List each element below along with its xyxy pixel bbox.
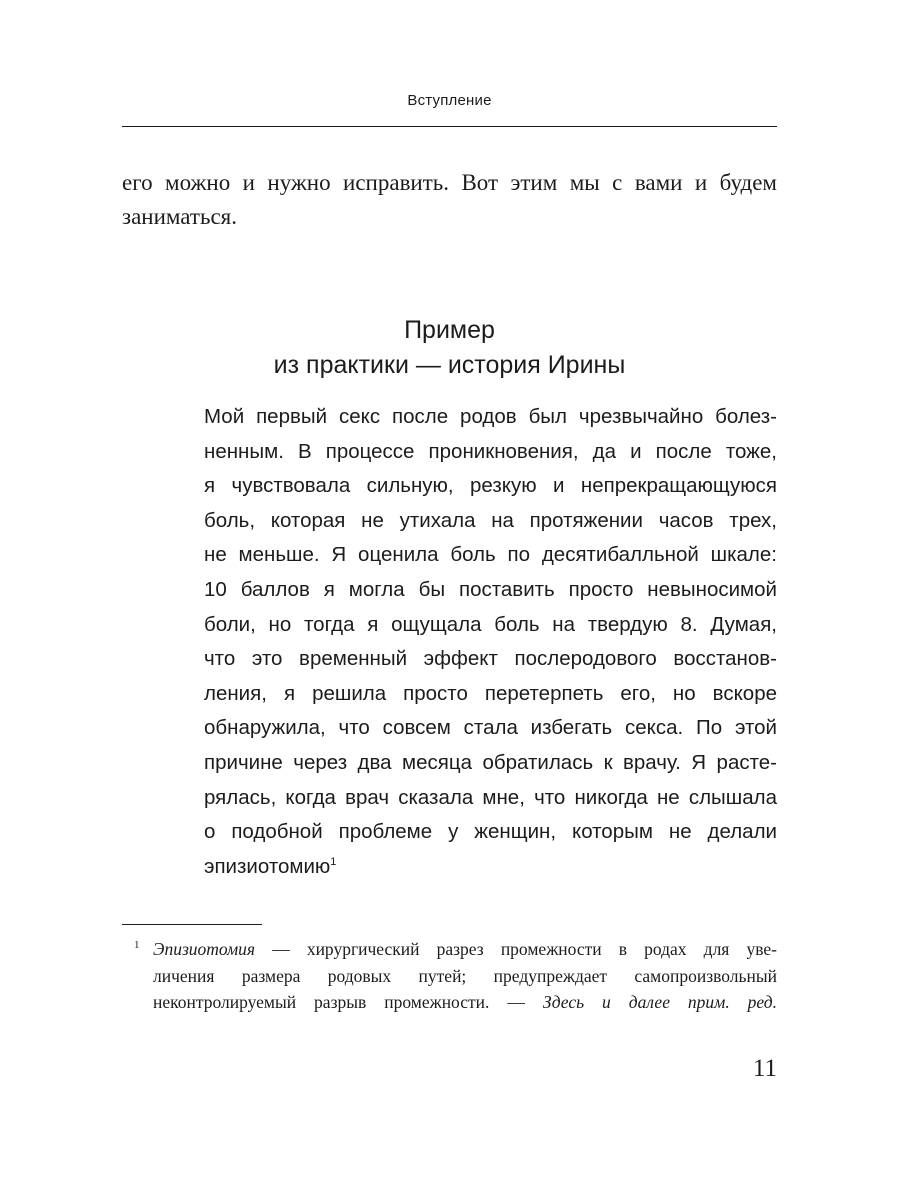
body-line: его можно и нужно исправить. Вот этим мы с вами и будем xyxy=(122,170,777,195)
footnote-editor-note: Здесь и далее прим. ред. xyxy=(542,992,777,1012)
footnote-line-3-text: неконтролируемый разрыв промежности. — xyxy=(153,992,543,1012)
footnote-reference[interactable]: 1 xyxy=(330,855,337,868)
case-last-line xyxy=(204,850,777,885)
footnote-line xyxy=(122,936,777,963)
body-paragraph xyxy=(122,166,777,234)
footnote-marker: 1 xyxy=(134,939,140,951)
case-line: что это временный эффект послеродового восстанов- xyxy=(204,647,777,671)
footnote-divider xyxy=(122,924,262,925)
footnote-line-1-body xyxy=(153,936,777,963)
case-line: обнаружила, что совсем стала избегать секса. По этой xyxy=(204,716,777,740)
case-study-heading xyxy=(122,313,777,383)
case-line: причине через два месяца обратилась к врачу. Я расте- xyxy=(204,750,777,774)
body-line: заниматься. xyxy=(122,204,237,229)
case-line: рялась, когда врач сказала мне, что никогда не слышала xyxy=(204,785,777,809)
case-line: ненным. В процессе проникновения, да и после тоже, xyxy=(204,439,777,463)
header-divider xyxy=(122,126,777,127)
case-line: о подобной проблеме у женщин, которым не делали xyxy=(204,820,777,844)
case-line: ления, я решила просто перетерпеть его, но вскоре xyxy=(204,681,777,705)
footnote-line-1-rest: — хирургический разрез промежности в родах для уве- xyxy=(255,939,777,959)
footnote xyxy=(122,936,777,1016)
case-study-heading-line-1: Пример xyxy=(404,316,495,344)
footnote-line: личения размера родовых путей; предупреждает самопроизвольный xyxy=(153,965,777,986)
case-last-line-text: эпизиотомию xyxy=(204,854,331,878)
case-line: Мой первый секс после родов был чрезвычайно болез- xyxy=(204,405,777,428)
case-line: я чувствовала сильную, резкую и непрекращающуюся xyxy=(204,474,777,498)
footnote-term: Эпизиотомия xyxy=(153,939,256,959)
page-number: 11 xyxy=(752,1055,777,1082)
running-header: Вступление xyxy=(407,92,492,109)
case-line: не меньше. Я оценила боль по десятибалльной шкале: xyxy=(204,543,777,567)
case-line: 10 баллов я могла бы поставить просто невыносимой xyxy=(204,577,777,601)
case-study-heading-line-2: из практики — история Ирины xyxy=(273,351,626,379)
case-line: боли, но тогда я ощущала боль на твердую 8. Думая, xyxy=(204,612,777,636)
footnote-line xyxy=(122,989,777,1016)
case-study-text xyxy=(204,400,777,884)
case-line: боль, которая не утихала на протяжении часов трех, xyxy=(204,508,777,532)
